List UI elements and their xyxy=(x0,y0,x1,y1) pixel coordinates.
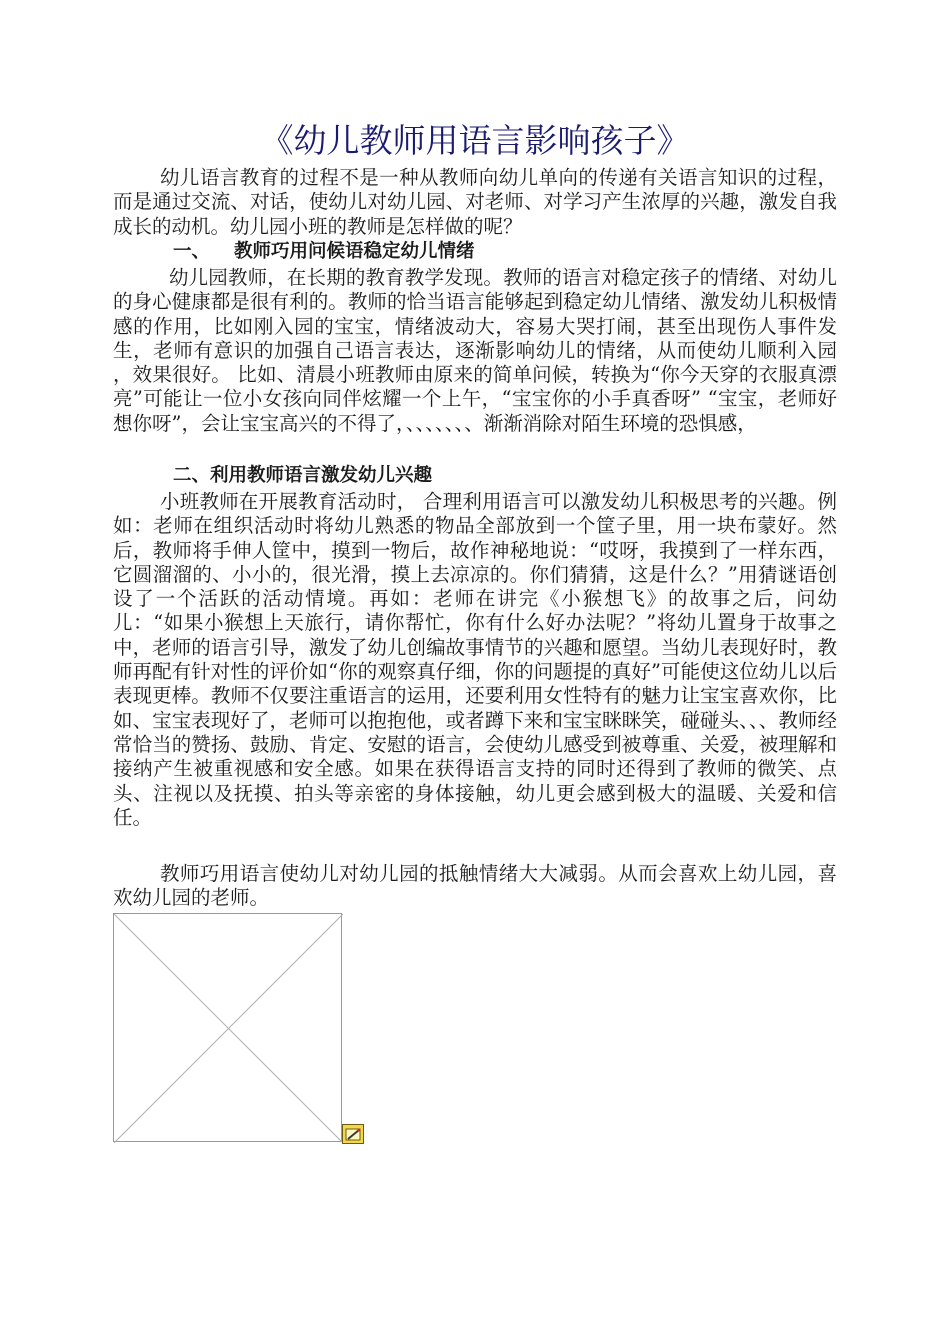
section-heading-2: 二、利用教师语言激发幼儿兴趣 xyxy=(173,465,433,486)
broken-image-icon[interactable] xyxy=(113,913,342,1142)
section-heading-1-text: 教师巧用问候语稳定幼儿情绪 xyxy=(234,241,475,262)
paragraph-conclusion: 教师巧用语言使幼儿对幼儿园的抵触情绪大大减弱。从而会喜欢上幼儿园，喜欢幼儿园的老师。 xyxy=(113,862,837,910)
section-heading-1-number: 一、 xyxy=(173,241,211,262)
section-heading-1 xyxy=(173,240,475,264)
pencil-glyph xyxy=(343,1125,365,1145)
document-title: 《幼儿教师用语言影响孩子》 xyxy=(260,121,690,160)
image-edit-icon[interactable] xyxy=(342,1124,364,1144)
paragraph-intro: 幼儿语言教育的过程不是一种从教师向幼儿单向的传递有关语言知识的过程，而是通过交流、对话，使幼儿对幼儿园、对老师、对学习产生浓厚的兴趣，激发自我成长的动机。幼儿园小班的教师是怎样做的呢？ xyxy=(113,166,837,238)
image-cross-lines xyxy=(114,914,343,1143)
paragraph-interest: 小班教师在开展教育活动时， 合理利用语言可以激发幼儿积极思考的兴趣。例如：老师在组织活动时将幼儿熟悉的物品全部放到一个筐子里，用一块布蒙好。然后，教师将手伸人筐中，摸到一物后，故作神秘地说：“哎呀，我摸到了一样东西，它圆溜溜的、小小的，很光滑，摸上去凉凉的。你们猜猜，这是什么？”用猜谜语创设了一个活跃的活动情境。再如：老师在讲完《小猴想飞》的故事之后，问幼儿：“如果小猴想上天旅行，请你帮忙，你有什么好办法呢？”将幼儿置身于故事之中，老师的语言引导，激发了幼儿创编故事情节的兴趣和愿望。当幼儿表现好时，教师再配有针对性的评价如“你的观察真仔细，你的问题提的真好”可能使这位幼儿以后表现更棒。教师不仅要注重语言的运用，还要利用女性特有的魅力让宝宝喜欢你，比如、宝宝表现好了，老师可以抱抱他，或者蹲下来和宝宝眯眯笑，碰碰头、、、教师经常恰当的赞扬、鼓励、肯定、安慰的语言，会使幼儿感受到被尊重、关爱，被理解和接纳产生被重视感和安全感。如果在获得语言支持的同时还得到了教师的微笑、点头、注视以及抚摸、拍头等亲密的身体接触，幼儿更会感到极大的温暖、关爱和信任。 xyxy=(113,490,837,829)
paragraph-greetings: 幼儿园教师，在长期的教育教学发现。教师的语言对稳定孩子的情绪、对幼儿的身心健康都是很有利的。教师的恰当语言能够起到稳定幼儿情绪、激发幼儿积极情感的作用，比如刚入园的宝宝，情绪波动大，容易大哭打闹，甚至出现伤人事件发生，老师有意识的加强自己语言表达，逐渐影响幼儿的情绪，从而使幼儿顺利入园 ，效果很好。 比如、清晨小班教师由原来的简单问候，转换为“你今天穿的衣服真漂亮”可能让一位小女孩向同伴炫耀一个上午，“宝宝你的小手真香呀” “宝宝，老师好想你呀”，会让宝宝高兴的不得了，、、、、、、、渐渐消除对陌生环境的恐惧感， xyxy=(113,266,837,435)
